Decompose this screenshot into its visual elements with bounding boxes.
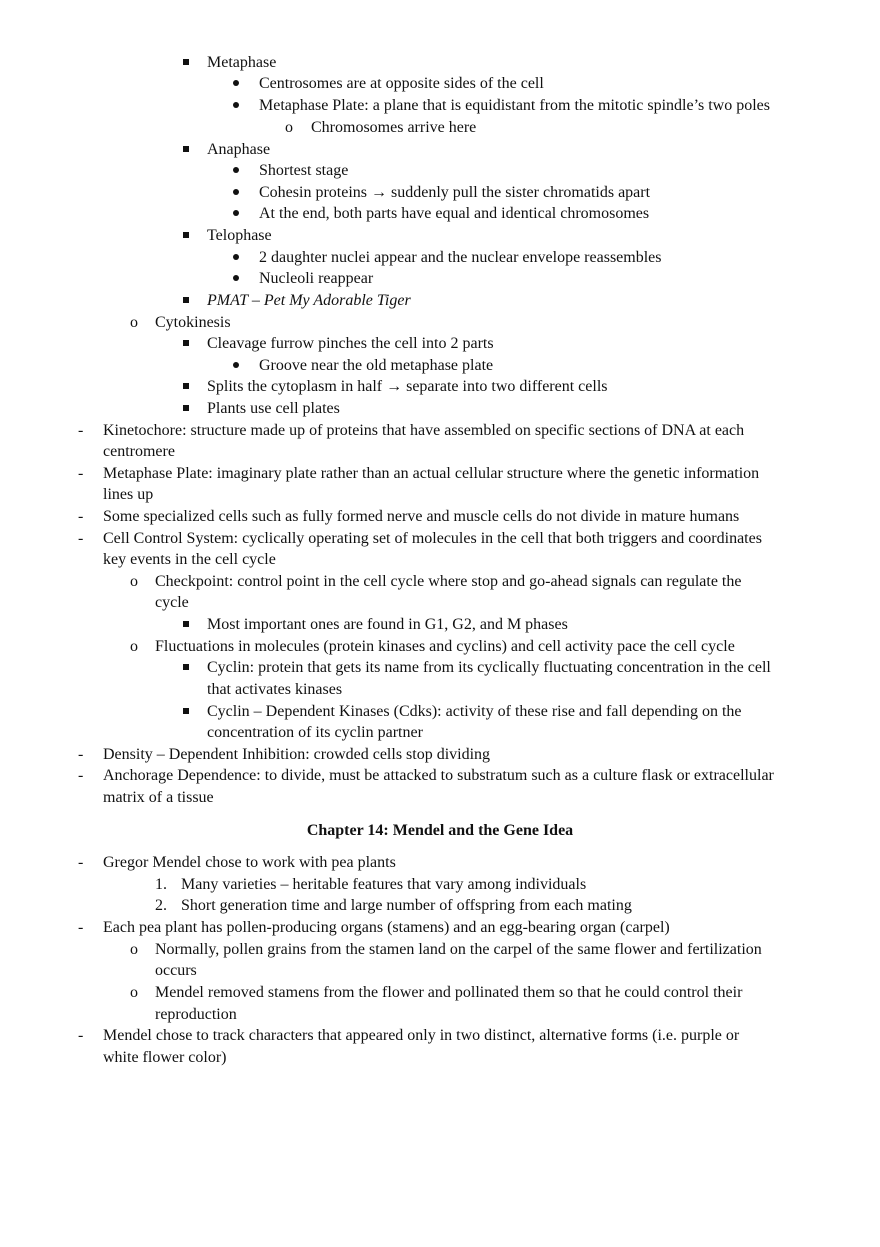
dash-bullet: -: [78, 767, 84, 784]
dash-bullet: -: [78, 854, 84, 871]
round-bullet: [233, 167, 239, 173]
round-bullet: [233, 254, 239, 260]
list-item: Cell Control System: cyclically operating set of molecules in the cell that both triggers and coordinates: [103, 530, 762, 547]
list-item-anaphase: Anaphase: [207, 141, 271, 158]
list-item: Normally, pollen grains from the stamen land on the carpel of the same flower and fertilization: [155, 941, 762, 958]
list-item: Plants use cell plates: [207, 400, 340, 417]
square-bullet: [183, 297, 189, 303]
list-item: Nucleoli reappear: [259, 270, 374, 287]
list-item: Metaphase Plate: imaginary plate rather than an actual cellular structure where the genetic information: [103, 465, 760, 482]
square-bullet: [183, 621, 189, 627]
list-item-continuation: that activates kinases: [207, 681, 343, 698]
list-item: Some specialized cells such as fully formed nerve and muscle cells do not divide in mature humans: [103, 508, 740, 525]
round-bullet: [233, 362, 239, 368]
circle-bullet: o: [130, 573, 138, 590]
list-item-cytokinesis: Cytokinesis: [155, 314, 231, 331]
dash-bullet: -: [78, 746, 84, 763]
square-bullet: [183, 664, 189, 670]
list-item: 2 daughter nuclei appear and the nuclear envelope reassembles: [259, 249, 662, 266]
list-item-continuation: concentration of its cyclin partner: [207, 724, 423, 741]
dash-bullet: -: [78, 530, 84, 547]
list-item-continuation: centromere: [103, 443, 175, 460]
dash-bullet: -: [78, 1027, 84, 1044]
list-item: Short generation time and large number of offspring from each mating: [181, 897, 632, 914]
list-item: Most important ones are found in G1, G2, and M phases: [207, 616, 568, 633]
circle-bullet: o: [285, 119, 293, 136]
square-bullet: [183, 340, 189, 346]
numbered-marker: 2.: [155, 897, 167, 914]
list-item-continuation: occurs: [155, 962, 197, 979]
list-item-metaphase: Metaphase: [207, 54, 277, 71]
list-item: Shortest stage: [259, 162, 349, 179]
dash-bullet: -: [78, 919, 84, 936]
list-item: Fluctuations in molecules (protein kinases and cyclins) and cell activity pace the cell cycle: [155, 638, 735, 655]
list-item: Mendel chose to track characters that appeared only in two distinct, alternative forms (i.e. purple or: [103, 1027, 740, 1044]
list-item-kinetochore: Kinetochore: structure made up of proteins that have assembled on specific sections of DNA at each: [103, 422, 745, 439]
square-bullet: [183, 146, 189, 152]
list-item: Anchorage Dependence: to divide, must be attacked to substratum such as a culture flask or extracellular: [103, 767, 774, 784]
list-item-continuation: key events in the cell cycle: [103, 551, 276, 568]
list-item: Density – Dependent Inhibition: crowded cells stop dividing: [103, 746, 491, 763]
circle-bullet: o: [130, 638, 138, 655]
list-item: Cleavage furrow pinches the cell into 2 parts: [207, 335, 494, 352]
list-item: At the end, both parts have equal and identical chromosomes: [259, 205, 650, 222]
list-item-continuation: lines up: [103, 486, 154, 503]
square-bullet: [183, 405, 189, 411]
list-item: Splits the cytoplasm in half → separate into two different cells: [207, 378, 608, 395]
round-bullet: [233, 275, 239, 281]
chapter-heading: Chapter 14: Mendel and the Gene Idea: [306, 822, 574, 839]
list-item-continuation: white flower color): [103, 1049, 227, 1066]
list-item-continuation: cycle: [155, 594, 189, 611]
list-item: Metaphase Plate: a plane that is equidistant from the mitotic spindle’s two poles: [259, 97, 771, 114]
list-item: Groove near the old metaphase plate: [259, 357, 494, 374]
circle-bullet: o: [130, 941, 138, 958]
round-bullet: [233, 102, 239, 108]
list-item-mnemonic: PMAT – Pet My Adorable Tiger: [207, 292, 411, 309]
list-item: Each pea plant has pollen-producing organs (stamens) and an egg-bearing organ (carpel): [103, 919, 670, 936]
circle-bullet: o: [130, 984, 138, 1001]
round-bullet: [233, 189, 239, 195]
list-item: Mendel removed stamens from the flower and pollinated them so that he could control their: [155, 984, 743, 1001]
list-item-continuation: reproduction: [155, 1006, 237, 1023]
list-item: Cyclin: protein that gets its name from its cyclically fluctuating concentration in the cell: [207, 659, 771, 676]
square-bullet: [183, 232, 189, 238]
list-item: Chromosomes arrive here: [311, 119, 477, 136]
round-bullet: [233, 210, 239, 216]
dash-bullet: -: [78, 465, 84, 482]
circle-bullet: o: [130, 314, 138, 331]
square-bullet: [183, 383, 189, 389]
list-item: Cyclin – Dependent Kinases (Cdks): activity of these rise and fall depending on the: [207, 703, 742, 720]
dash-bullet: -: [78, 508, 84, 525]
list-item-continuation: matrix of a tissue: [103, 789, 214, 806]
round-bullet: [233, 80, 239, 86]
dash-bullet: -: [78, 422, 84, 439]
square-bullet: [183, 708, 189, 714]
numbered-marker: 1.: [155, 876, 167, 893]
list-item-telophase: Telophase: [207, 227, 272, 244]
square-bullet: [183, 59, 189, 65]
list-item: Checkpoint: control point in the cell cycle where stop and go-ahead signals can regulate the: [155, 573, 742, 590]
list-item: Cohesin proteins → suddenly pull the sister chromatids apart: [259, 184, 651, 201]
list-item: Centrosomes are at opposite sides of the cell: [259, 75, 544, 92]
list-item: Many varieties – heritable features that vary among individuals: [181, 876, 587, 893]
list-item: Gregor Mendel chose to work with pea plants: [103, 854, 396, 871]
